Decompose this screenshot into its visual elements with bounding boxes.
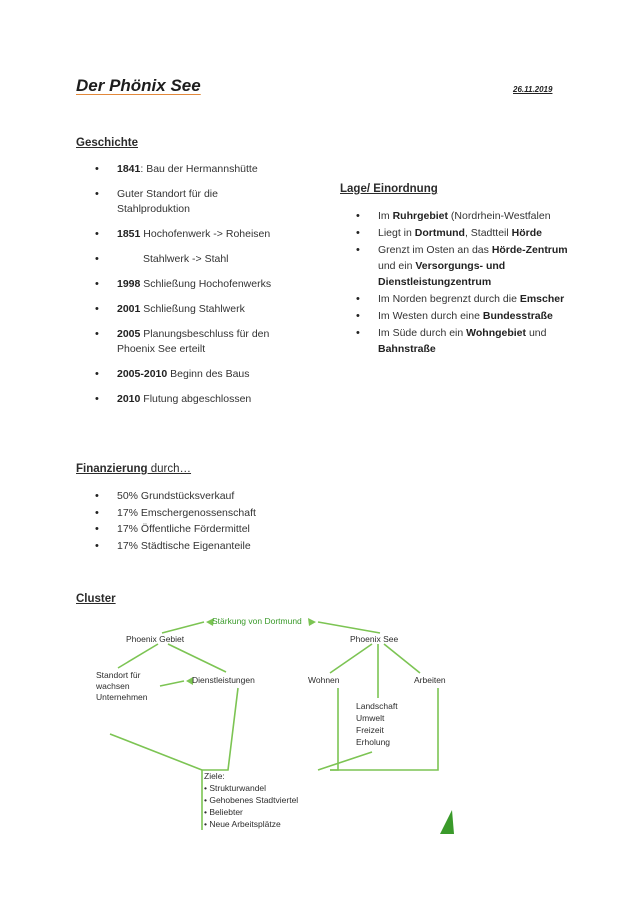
cluster-dienst-node: Dienstleistungen <box>192 675 255 685</box>
list-item: • Stahlwerk -> Stahl <box>117 252 317 267</box>
cluster-standort-node: Standort für wachsen Unternehmen <box>96 670 148 702</box>
cluster-ziele-node: Ziele: • Strukturwandel • Gehobenes Stadtviertel • Beliebter • Neue Arbeitsplätze <box>204 771 299 829</box>
edge-see-top <box>318 622 380 633</box>
edge-standort-ziele <box>110 734 202 770</box>
list-item: • Im Ruhrgebiet (Nordrhein-Westfalen <box>378 208 578 224</box>
list-item: • Im Süde durch ein Wohngebiet und Bahnstraße <box>378 325 578 357</box>
list-item: • Im Norden begrenzt durch die Emscher <box>378 291 578 307</box>
list-item: • 17% Öffentliche Fördermittel <box>117 521 317 538</box>
geschichte-heading: Geschichte <box>76 137 138 149</box>
list-item: • 1998 Schließung Hochofenwerks <box>117 277 317 292</box>
edge-see-arbeiten <box>384 644 420 673</box>
edge-landschaft-ziele <box>318 752 372 770</box>
edge-standort-dienst <box>160 681 184 686</box>
list-item: • 2001 Schließung Stahlwerk <box>117 302 317 317</box>
edge-gebiet-top <box>162 622 204 633</box>
edge-gebiet-standort <box>118 644 158 668</box>
cluster-landschaft-node: Landschaft Umwelt Freizeit Erholung <box>356 701 398 747</box>
list-item: • 2005-2010 Beginn des Baus <box>117 367 317 382</box>
edge-wohnen-ziele <box>330 688 338 770</box>
list-item: • 1841: Bau der Hermannshütte <box>117 162 317 177</box>
list-item: • Liegt in Dortmund, Stadtteil Hörde <box>378 225 578 241</box>
list-item: • 1851 Hochofenwerk -> Roheisen <box>117 227 317 242</box>
edge-see-wohnen <box>330 644 372 673</box>
list-item: • 50% Grundstücksverkauf <box>117 488 317 505</box>
cluster-gebiet-node: Phoenix Gebiet <box>126 634 185 644</box>
green-corner-mark <box>440 810 454 834</box>
page-title: Der Phönix See <box>76 76 201 95</box>
edge-dienst-ziele <box>202 688 238 770</box>
cluster-top-node: Stärkung von Dortmund <box>212 616 302 626</box>
edge-gebiet-dienst <box>168 644 226 672</box>
cluster-arbeiten-node: Arbeiten <box>414 675 446 685</box>
list-item: • Im Westen durch eine Bundesstraße <box>378 308 578 324</box>
cluster-heading: Cluster <box>76 593 116 605</box>
list-item: • 2010 Flutung abgeschlossen <box>117 392 317 407</box>
cluster-see-node: Phoenix See <box>350 634 399 644</box>
lage-heading: Lage/ Einordnung <box>340 183 438 195</box>
cluster-wohnen-node: Wohnen <box>308 675 340 685</box>
list-item: • 2005 Planungsbeschluss für den Phoenix See erteilt <box>117 327 292 357</box>
list-item: • 17% Emschergenossenschaft <box>117 505 317 522</box>
finanzierung-heading: Finanzierung durch… <box>76 463 192 475</box>
date: 26.11.2019 <box>513 85 553 94</box>
list-item: • 17% Städtische Eigenanteile <box>117 538 317 555</box>
list-item: • Grenzt im Osten an das Hörde-Zentrum und ein Versorgungs- und Dienstleistungzentrum <box>378 242 578 290</box>
arrow-right-icon <box>308 618 316 626</box>
list-item: • Guter Standort für die Stahlproduktion <box>117 187 277 217</box>
